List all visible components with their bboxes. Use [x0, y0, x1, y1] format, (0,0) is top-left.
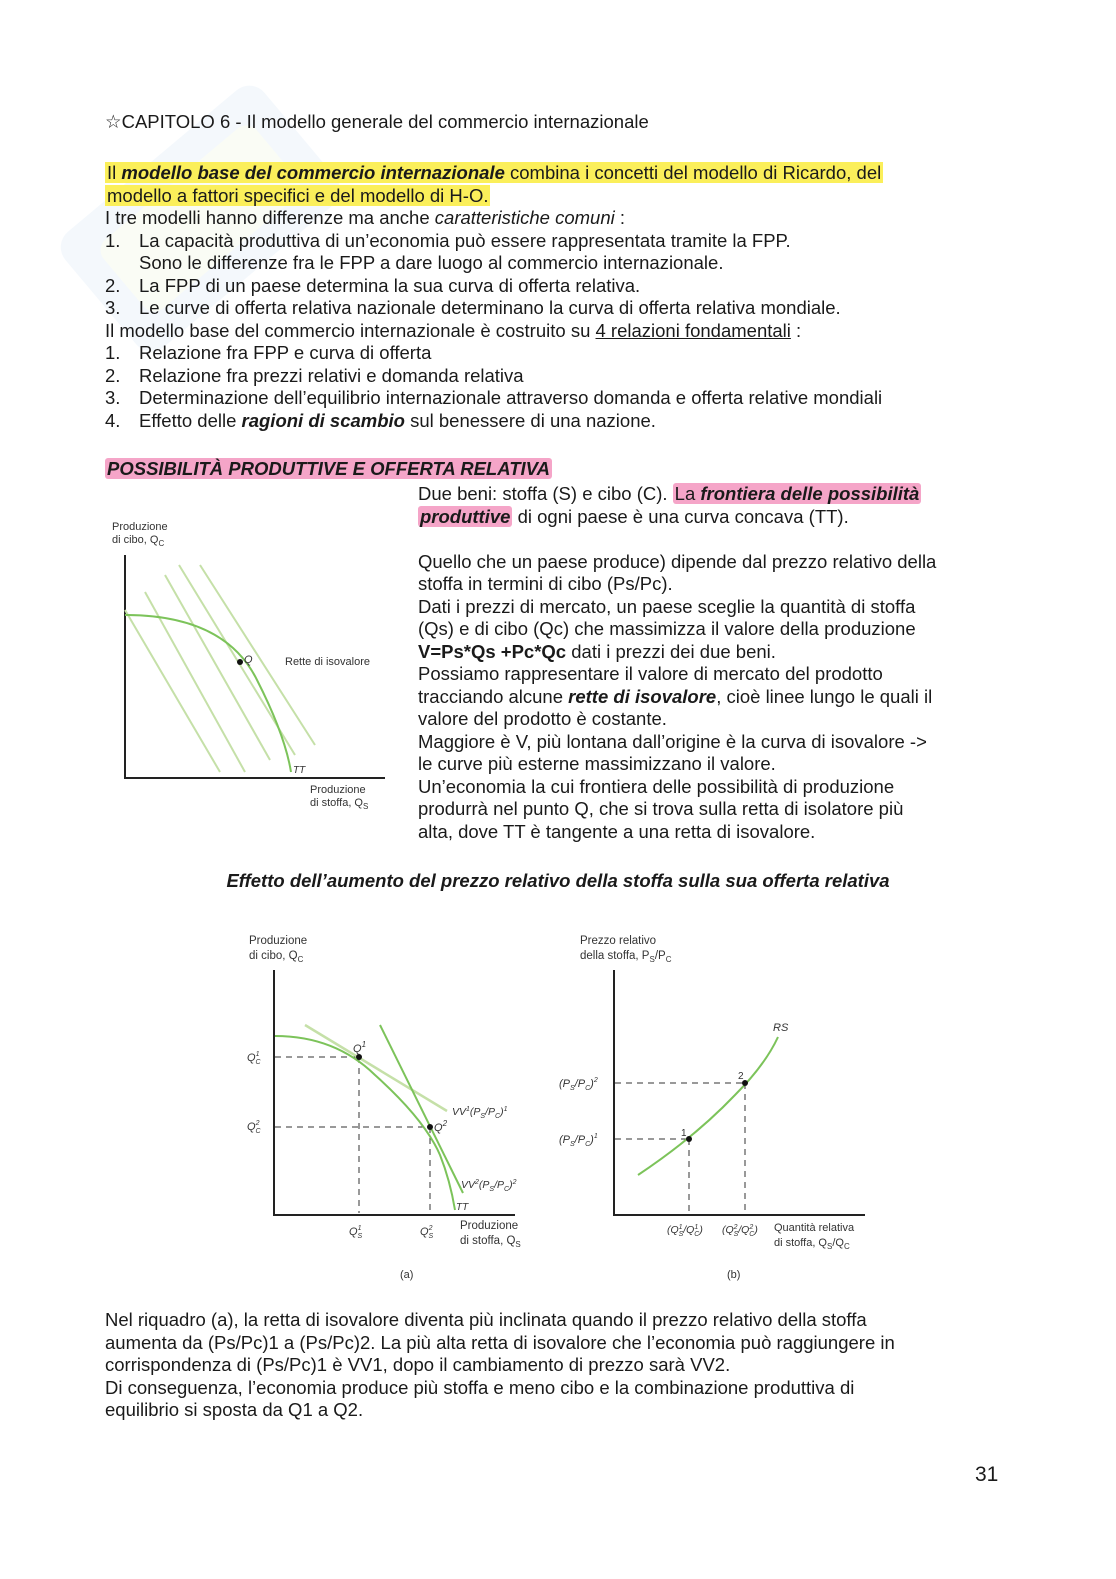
vv2-label: $VV^2(P_S/P_C)^2$: [461, 1179, 517, 1193]
fig-b-y-label: Prezzo relativo: [580, 935, 657, 947]
closing-line: Di conseguenza, l’economia produce più stoffa e meno cibo e la combinazione produttiva di: [105, 1376, 855, 1398]
isovalue-line: [145, 592, 245, 772]
closing-line: aumenta da (Ps/Pc)1 a (Ps/Pc)2. La più alta retta di isovalore che l’economia può raggiungere in: [105, 1331, 895, 1353]
isovalue-line: [200, 565, 315, 745]
fig-b-point-2-label: 2: [738, 1071, 744, 1082]
fpp-formula-line: V=Ps*Qs +Pc*Qc dati i prezzi dei due beni.: [418, 640, 776, 662]
qs2-tick: $Q^2$ S: [420, 1225, 434, 1240]
x1-tick: ($Q^1$ $S/Q^1$ C): [667, 1224, 703, 1238]
fpp-line: le curve più esterne massimizzano il valore.: [418, 753, 776, 774]
fpp-line: alta, dove TT è tangente a una retta di isovalore.: [418, 820, 816, 842]
point-q2: [427, 1124, 433, 1130]
p2-tick: $(P_S/P_C)^2$: [559, 1077, 598, 1092]
relations-list: [105, 342, 883, 432]
closing-line: corrispondenza di (Ps/Pc)1 è VV1, dopo il cambiamento di prezzo sarà VV2.: [105, 1354, 731, 1375]
rs-curve: [638, 1037, 778, 1175]
vv1-label: $VV^1(P_S/P_C)^1$: [452, 1106, 508, 1120]
section-heading: POSSIBILITÀ PRODUTTIVE E OFFERTA RELATIVA: [107, 458, 550, 479]
fpp-line: stoffa in termini di cibo (Ps/Pc).: [418, 573, 673, 594]
intro-line-relations: Il modello base del commercio internazionale è costruito su 4 relazioni fondamentali :: [105, 319, 802, 341]
fpp-line-2: produttive di ogni paese è una curva concava (TT).: [420, 505, 849, 527]
closing-paragraph: [105, 1309, 895, 1422]
fpp-line: Maggiore è V, più lontana dall’origine è la curva di isovalore ->: [418, 730, 927, 752]
fpp-line: Quello che un paese produce) dipende dal prezzo relativo della: [418, 550, 937, 572]
fig-b-x-label: di stoffa, $Q_S/Q_C$: [774, 1237, 850, 1251]
isovalue-line: [125, 610, 220, 772]
list-item: 2. La FPP di un paese determina la sua curva di offerta relativa.: [105, 274, 641, 296]
fig-a-tt-label: TT: [456, 1202, 469, 1213]
fig-a-x-label: di stoffa, $Q_S$: [460, 1235, 521, 1249]
fpp-line: Dati i prezzi di mercato, un paese sceglie la quantità di stoffa: [418, 595, 916, 617]
fig-b-x-label: Quantità relativa: [774, 1222, 855, 1234]
intro-block: [105, 162, 883, 432]
closing-line: Nel riquadro (a), la retta di isovalore diventa più inclinata quando il prezzo relativo della stoffa: [105, 1309, 867, 1330]
fpp-figure: [105, 510, 395, 820]
vv2-line: [380, 1025, 463, 1193]
list-item: 2. Relazione fra prezzi relativi e domanda relativa: [105, 364, 524, 386]
star-icon: ☆: [105, 111, 122, 132]
list-item: 3. Determinazione dell’equilibrio internazionale attraverso domanda e offerta relative mondiali: [105, 387, 883, 408]
fpp-line: produrrà nel punto Q, che si trova sulla retta di isolatore più: [418, 798, 904, 819]
panel-b-label: (b): [727, 1269, 741, 1281]
list-item: 4. Effetto delle ragioni di scambio sul benessere di una nazione.: [105, 409, 656, 431]
fig-a-y-label: Produzione: [249, 935, 308, 947]
fpp-line-1: Due beni: stoffa (S) e cibo (C). La frontiera delle possibilità: [418, 483, 920, 504]
fpp-line: Un’economia la cui frontiera delle possibilità di produzione: [418, 775, 895, 797]
qc2-tick: $Q^2$ C: [247, 1120, 261, 1135]
fpp-line: tracciando alcune rette di isovalore, cioè linee lungo le quali il: [418, 685, 933, 707]
tt-label: TT: [293, 765, 306, 776]
fig-b-point-1: [686, 1136, 692, 1142]
point-q: [237, 659, 243, 665]
rs-label: RS: [773, 1022, 789, 1034]
q2-label: $Q^2$: [434, 1119, 448, 1134]
y-axis-label: di cibo, $Q_C$: [112, 534, 165, 548]
fig-a-x-label: Produzione: [460, 1220, 519, 1232]
y-axis-label: Produzione: [112, 521, 168, 533]
fig-a-y-label: di cibo, $Q_C$: [249, 950, 304, 964]
price-effect-figure: [225, 915, 885, 1290]
x-axis-label: Produzione: [310, 784, 366, 796]
tt-curve: [125, 615, 291, 772]
panel-a-label: (a): [400, 1269, 414, 1281]
closing-line: equilibrio si sposta da Q1 a Q2.: [105, 1399, 364, 1420]
intro-line-3: I tre modelli hanno differenze ma anche caratteristiche comuni :: [105, 207, 625, 228]
fig-b-point-1-label: 1: [681, 1128, 687, 1139]
point-q-label: Q: [244, 654, 253, 666]
x2-tick: ($Q^2$ $S/Q^2$ C): [722, 1224, 758, 1238]
list-item: 3. Le curve di offerta relativa nazionale determinano la curva di offerta relativa mondiale.: [105, 297, 841, 318]
fpp-explanation: [418, 483, 936, 843]
chapter-title: ☆CAPITOLO 6 - Il modello generale del commercio internazionale: [105, 111, 649, 132]
fpp-line: Possiamo rappresentare il valore di mercato del prodotto: [418, 663, 883, 684]
fig-b-y-label: della stoffa, $P_S/P_C$: [580, 950, 672, 964]
figure-caption: Effetto dell’aumento del prezzo relativo della stoffa sulla sua offerta relativa: [226, 870, 890, 891]
p1-tick: $(P_S/P_C)^1$: [559, 1133, 598, 1148]
page-number: 31: [975, 1463, 999, 1486]
isovalue-label: Rette di isovalore: [285, 656, 370, 668]
x-axis-label: di stoffa, $Q_S$: [310, 797, 369, 811]
list-item: 1. Relazione fra FPP e curva di offerta: [105, 342, 432, 363]
intro-line-1: Il modello base del commercio internazionale combina i concetti del modello di Ricardo, del: [107, 162, 882, 183]
fpp-line: valore del prodotto è costante.: [418, 708, 667, 729]
common-features-list: [105, 230, 883, 320]
list-item: 1. La capacità produttiva di un’economia può essere rappresentata tramite la FPP. Sono le differenze fra le FPP a dare luogo al commercio internazionale.: [105, 229, 791, 273]
isovalue-line: [165, 575, 270, 760]
q1-label: $Q^1$: [353, 1040, 367, 1055]
qs1-tick: $Q^1$ S: [349, 1225, 363, 1240]
fpp-line: (Qs) e di cibo (Qc) che massimizza il valore della produzione: [418, 618, 916, 639]
qc1-tick: $Q^1$ C: [247, 1051, 261, 1066]
intro-line-2: modello a fattori specifici e del modello di H-O.: [107, 184, 489, 206]
vv1-line: [305, 1025, 447, 1111]
